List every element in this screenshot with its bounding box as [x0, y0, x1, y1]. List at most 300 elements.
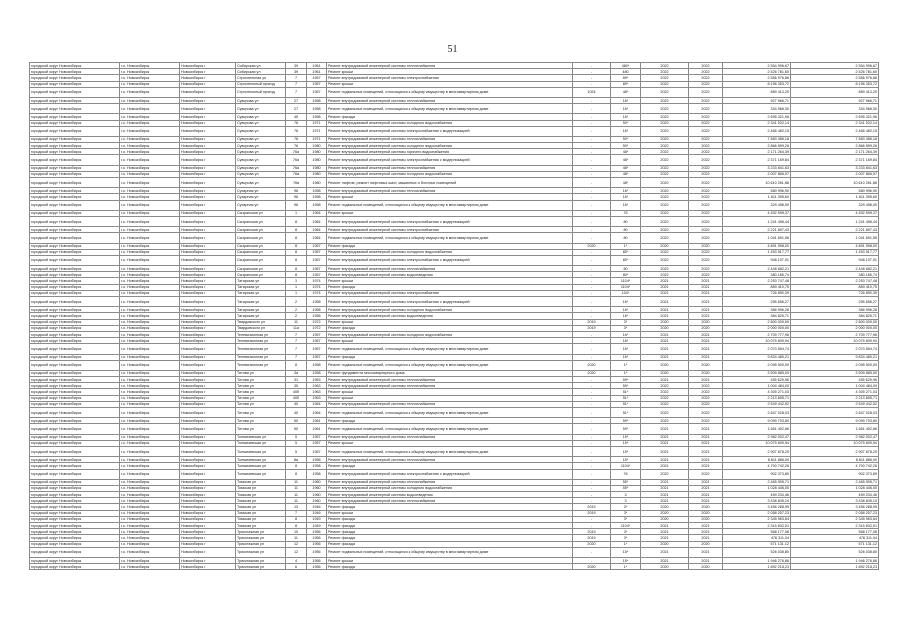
- cell-house: 96: [286, 194, 307, 200]
- cell-locality: г.о. Новосибирск: [120, 434, 180, 440]
- cell-year: 1958: [307, 194, 327, 200]
- cell-area: -: [573, 278, 611, 284]
- cell-costA: 4 700 742,26: [723, 463, 791, 469]
- cell-street: Строительный проезд: [236, 87, 286, 97]
- cell-locality: г.о. Новосибирск: [120, 516, 180, 522]
- cell-planA: 51*: [611, 408, 641, 418]
- cell-costB: 9 099 703,80: [791, 418, 879, 424]
- cell-costA: 2 982 002,47: [723, 434, 791, 440]
- cell-district: городской округ Новосибирск: [30, 319, 120, 325]
- cell-planA: 1104*: [611, 284, 641, 290]
- cell-planB: 2022: [641, 216, 689, 226]
- cell-planB: 2020: [641, 243, 689, 249]
- cell-district: городской округ Новосибирск: [30, 395, 120, 401]
- cell-district: городской округ Новосибирск: [30, 325, 120, 331]
- cell-house: 31: [286, 377, 307, 383]
- cell-costA: 3 456 288,95: [723, 504, 791, 510]
- cell-year: 1964: [307, 216, 327, 226]
- cell-costB: 1 241 496,44: [791, 216, 879, 226]
- cell-district: городской округ Новосибирск: [30, 523, 120, 529]
- cell-planA: 76: [611, 210, 641, 216]
- cell-planA: 50*: [611, 143, 641, 149]
- cell-street: Сызранская ул: [236, 216, 286, 226]
- cell-area: -: [573, 395, 611, 401]
- cell-street: Титова ул: [236, 395, 286, 401]
- cell-costA: 10 610 261,88: [723, 178, 791, 188]
- cell-planB: 2020: [641, 516, 689, 522]
- cell-costB: 2 371 169,84: [791, 155, 879, 165]
- cell-street: Томская ул: [236, 492, 286, 498]
- cell-district: городской округ Новосибирск: [30, 541, 120, 547]
- cell-city: Новосибирск г: [180, 535, 236, 541]
- cell-street: Сызранская ул: [236, 255, 286, 265]
- cell-yr: 2021: [689, 498, 723, 504]
- cell-work: Ремонт крыши: [327, 510, 573, 516]
- cell-costA: 726 890,39: [723, 290, 791, 296]
- cell-year: 1964: [307, 408, 327, 418]
- cell-locality: г.о. Новосибирск: [120, 331, 180, 337]
- cell-house: 40б: [286, 389, 307, 395]
- cell-yr: 2021: [689, 492, 723, 498]
- cell-planA: 48*: [611, 87, 641, 97]
- cell-street: Телевизионная ул: [236, 338, 286, 344]
- cell-yr: 2022: [689, 104, 723, 114]
- cell-costB: 580 996,90: [791, 188, 879, 194]
- cell-house: 5: [286, 446, 307, 456]
- cell-city: Новосибирск г: [180, 434, 236, 440]
- cell-work: Ремонт подвальных помещений, относящихся к общему имуществу в многоквартирном доме: [327, 233, 573, 243]
- cell-district: городской округ Новосибирск: [30, 136, 120, 142]
- cell-planB: 2021: [641, 498, 689, 504]
- cell-planA: 15*: [611, 557, 641, 563]
- cell-locality: г.о. Новосибирск: [120, 469, 180, 479]
- cell-district: городской округ Новосибирск: [30, 547, 120, 557]
- cell-area: -: [573, 126, 611, 136]
- cell-yr: 2022: [689, 194, 723, 200]
- cell-work: Ремонт внутридомовой инженерной системы электроснабжения с модернизацией: [327, 469, 573, 479]
- cell-locality: г.о. Новосибирск: [120, 395, 180, 401]
- cell-house: 76а: [286, 155, 307, 165]
- cell-costB: 902 373,89: [791, 469, 879, 479]
- cell-costA: 1 453 517,77: [723, 249, 791, 255]
- cell-street: Титова ул: [236, 383, 286, 389]
- cell-street: Сызранская ул: [236, 210, 286, 216]
- cell-district: городской округ Новосибирск: [30, 63, 120, 69]
- cell-planB: 2022: [641, 389, 689, 395]
- cell-costA: 2 556 976,86: [723, 75, 791, 81]
- cell-house: 8: [286, 360, 307, 370]
- cell-costA: 580 996,90: [723, 188, 791, 194]
- cell-year: 1958: [307, 188, 327, 194]
- cell-planB: 2022: [641, 272, 689, 278]
- cell-district: городской округ Новосибирск: [30, 389, 120, 395]
- cell-planA: 16*: [611, 126, 641, 136]
- cell-yr: 2022: [689, 165, 723, 171]
- cell-planB: 2021: [641, 446, 689, 456]
- cell-year: 1980: [307, 155, 327, 165]
- cell-district: городской округ Новосибирск: [30, 284, 120, 290]
- cell-yr: 2021: [689, 354, 723, 360]
- cell-yr: 2022: [689, 266, 723, 272]
- cell-locality: г.о. Новосибирск: [120, 360, 180, 370]
- cell-work: Ремонт внутридомовой инженерной системы холодного водоснабжения: [327, 171, 573, 177]
- cell-district: городской округ Новосибирск: [30, 418, 120, 424]
- cell-costB: 8 811 886,00: [791, 457, 879, 463]
- cell-work: Ремонт внутридомовой инженерной системы холодного водоснабжения: [327, 485, 573, 491]
- table-row: [30, 104, 879, 114]
- cell-work: Ремонт внутридомовой инженерной системы водоотведения: [327, 492, 573, 498]
- cell-planA: 89*: [611, 81, 641, 87]
- cell-planB: 2021: [641, 463, 689, 469]
- cell-planB: 2022: [641, 401, 689, 407]
- cell-planB: 2022: [641, 395, 689, 401]
- cell-work: Ремонт фасада: [327, 114, 573, 120]
- cell-planA: 51*: [611, 389, 641, 395]
- cell-locality: г.о. Новосибирск: [120, 143, 180, 149]
- cell-year: 1956: [307, 529, 327, 535]
- cell-costB: 1 453 517,77: [791, 249, 879, 255]
- cell-year: 1980: [307, 178, 327, 188]
- cell-work: Ремонт внутридомовой инженерной системы электроснабжения: [327, 290, 573, 296]
- cell-house: 1: [286, 290, 307, 296]
- cell-planB: 2022: [641, 383, 689, 389]
- cell-yr: 2022: [689, 120, 723, 126]
- cell-street: Суворова ул: [236, 171, 286, 177]
- cell-work: Ремонт внутридомовой инженерной системы электроснабжения: [327, 75, 573, 81]
- cell-costB: 478 311,04: [791, 535, 879, 541]
- cell-work: Ремонт внутридомовой инженерной системы электроснабжения с модернизацией: [327, 155, 573, 165]
- cell-locality: г.о. Новосибирск: [120, 233, 180, 243]
- cell-work: Ремонт внутридомовой инженерной системы электроснабжения с модернизацией: [327, 126, 573, 136]
- cell-house: 7: [286, 354, 307, 360]
- cell-year: 1957: [307, 87, 327, 97]
- cell-street: Суворова ул: [236, 104, 286, 114]
- cell-planA: 51*: [611, 395, 641, 401]
- cell-district: городской округ Новосибирск: [30, 510, 120, 516]
- cell-planA: 89*: [611, 75, 641, 81]
- cell-street: Сибирская ул: [236, 63, 286, 69]
- cell-area: 2019: [573, 529, 611, 535]
- cell-costB: 2 315 832,51: [791, 523, 879, 529]
- cell-yr: 2021: [689, 290, 723, 296]
- cell-house: 8: [286, 463, 307, 469]
- cell-house: 8: [286, 272, 307, 278]
- cell-year: 1946: [307, 510, 327, 516]
- cell-house: 39: [286, 63, 307, 69]
- cell-costA: 384 825,71: [723, 313, 791, 319]
- cell-costA: 2 554 996,67: [723, 63, 791, 69]
- cell-city: Новосибирск г: [180, 510, 236, 516]
- cell-house: 7: [286, 87, 307, 97]
- cell-costA: 571 131,12: [723, 541, 791, 547]
- cell-year: 1957: [307, 446, 327, 456]
- cell-locality: г.о. Новосибирск: [120, 243, 180, 249]
- cell-costB: 8 196 353,72: [791, 81, 879, 87]
- cell-costB: 2 982 002,47: [791, 434, 879, 440]
- cell-street: Титова ул: [236, 424, 286, 434]
- cell-district: городской округ Новосибирск: [30, 165, 120, 171]
- cell-area: -: [573, 354, 611, 360]
- cell-planA: 80*: [611, 272, 641, 278]
- cell-year: 1957: [307, 338, 327, 344]
- cell-costB: 2 554 996,67: [791, 63, 879, 69]
- cell-planB: 2020: [641, 360, 689, 370]
- cell-house: 96: [286, 188, 307, 194]
- cell-locality: г.о. Новосибирск: [120, 424, 180, 434]
- cell-city: Новосибирск г: [180, 63, 236, 69]
- cell-planB: 2021: [641, 344, 689, 354]
- cell-planB: 2021: [641, 492, 689, 498]
- cell-area: -: [573, 383, 611, 389]
- cell-year: 1974: [307, 284, 327, 290]
- cell-costB: 380 165,74: [791, 272, 879, 278]
- cell-locality: г.о. Новосибирск: [120, 383, 180, 389]
- cell-district: городской округ Новосибирск: [30, 233, 120, 243]
- cell-street: Толмачевская ул: [236, 457, 286, 463]
- table-row: [30, 126, 879, 136]
- cell-locality: г.о. Новосибирск: [120, 266, 180, 272]
- cell-costB: 2 007 866,97: [791, 171, 879, 177]
- cell-year: 1960: [307, 479, 327, 485]
- cell-city: Новосибирск г: [180, 446, 236, 456]
- cell-house: 11: [286, 535, 307, 541]
- cell-costA: 4 452 595,37: [723, 210, 791, 216]
- cell-street: Телевизионная ул: [236, 354, 286, 360]
- cell-year: 1971: [307, 136, 327, 142]
- cell-district: городской округ Новосибирск: [30, 149, 120, 155]
- cell-area: -: [573, 155, 611, 165]
- cell-locality: г.о. Новосибирск: [120, 389, 180, 395]
- cell-house: 5: [286, 434, 307, 440]
- cell-area: 2019: [573, 325, 611, 331]
- cell-city: Новосибирск г: [180, 149, 236, 155]
- cell-district: городской округ Новосибирск: [30, 485, 120, 491]
- cell-street: Томская ул: [236, 516, 286, 522]
- cell-planB: 2021: [641, 297, 689, 307]
- cell-area: -: [573, 469, 611, 479]
- cell-year: 1960: [307, 485, 327, 491]
- cell-work: Ремонт подвальных помещений, относящихся к общему имуществу в многоквартирном доме: [327, 344, 573, 354]
- cell-city: Новосибирск г: [180, 97, 236, 103]
- cell-city: Новосибирск г: [180, 370, 236, 376]
- cell-work: Ремонт внутридомовой инженерной системы электроснабжения с модернизацией: [327, 216, 573, 226]
- cell-costB: 2 345 963,64: [791, 516, 879, 522]
- cell-house: 11: [286, 479, 307, 485]
- cell-yr: 2020: [689, 360, 723, 370]
- cell-costB: 2 695 321,96: [791, 114, 879, 120]
- cell-street: Трикотажная ул: [236, 547, 286, 557]
- cell-city: Новосибирск г: [180, 529, 236, 535]
- cell-house: 96: [286, 200, 307, 210]
- cell-city: Новосибирск г: [180, 516, 236, 522]
- cell-district: городской округ Новосибирск: [30, 492, 120, 498]
- cell-costA: 455 625,96: [723, 377, 791, 383]
- cell-area: 2020: [573, 564, 611, 570]
- cell-area: -: [573, 418, 611, 424]
- cell-planA: 48*: [611, 178, 641, 188]
- cell-area: 1024: [573, 87, 611, 97]
- cell-yr: 2020: [689, 370, 723, 376]
- cell-yr: 2020: [689, 325, 723, 331]
- cell-district: городской округ Новосибирск: [30, 307, 120, 313]
- cell-city: Новосибирск г: [180, 272, 236, 278]
- cell-costB: 3 509 885,00: [791, 370, 879, 376]
- cell-costA: 2 549 442,52: [723, 401, 791, 407]
- cell-street: Трикотажная ул: [236, 529, 286, 535]
- cell-area: -: [573, 194, 611, 200]
- cell-street: Суворова ул: [236, 114, 286, 120]
- cell-house: 2: [286, 297, 307, 307]
- cell-house: 2: [286, 313, 307, 319]
- cell-planA: 104*: [611, 290, 641, 296]
- cell-city: Новосибирск г: [180, 81, 236, 87]
- cell-planA: 16*: [611, 194, 641, 200]
- cell-city: Новосибирск г: [180, 463, 236, 469]
- cell-planA: 48*: [611, 165, 641, 171]
- cell-year: 1972: [307, 319, 327, 325]
- cell-area: -: [573, 440, 611, 446]
- cell-year: 1958: [307, 97, 327, 103]
- cell-city: Новосибирск г: [180, 255, 236, 265]
- cell-costA: 568 177,08: [723, 529, 791, 535]
- cell-planA: 3*: [611, 504, 641, 510]
- cell-costA: 2 315 832,51: [723, 523, 791, 529]
- cell-city: Новосибирск г: [180, 69, 236, 75]
- cell-house: 50: [286, 418, 307, 424]
- cell-planA: 16*: [611, 354, 641, 360]
- cell-work: Ремонт внутридомовой инженерной системы электроснабжения с модернизацией: [327, 255, 573, 265]
- cell-yr: 2022: [689, 97, 723, 103]
- cell-planA: 3*: [611, 516, 641, 522]
- cell-area: -: [573, 136, 611, 142]
- cell-locality: г.о. Новосибирск: [120, 290, 180, 296]
- cell-area: -: [573, 307, 611, 313]
- cell-planB: 2022: [641, 178, 689, 188]
- cell-costA: 255 658,27: [723, 297, 791, 307]
- cell-yr: 2022: [689, 233, 723, 243]
- cell-city: Новосибирск г: [180, 313, 236, 319]
- cell-year: 1946: [307, 504, 327, 510]
- cell-yr: 2021: [689, 557, 723, 563]
- cell-costB: 329 458,00: [791, 200, 879, 210]
- cell-district: городской округ Новосибирск: [30, 143, 120, 149]
- cell-street: Титова ул: [236, 370, 286, 376]
- cell-city: Новосибирск г: [180, 266, 236, 272]
- cell-area: -: [573, 408, 611, 418]
- cell-work: Ремонт фасада: [327, 535, 573, 541]
- cell-yr: 2021: [689, 313, 723, 319]
- cell-street: Суворова ул: [236, 178, 286, 188]
- cell-work: Ремонт подвальных помещений, относящихся к общему имуществу в многоквартирном доме: [327, 104, 573, 114]
- cell-city: Новосибирск г: [180, 307, 236, 313]
- cell-locality: г.о. Новосибирск: [120, 370, 180, 376]
- cell-costA: 2 095 500,00: [723, 360, 791, 370]
- cell-street: Томская ул: [236, 498, 286, 504]
- cell-costA: 478 311,04: [723, 535, 791, 541]
- cell-street: Строительная ул: [236, 75, 286, 81]
- cell-city: Новосибирск г: [180, 547, 236, 557]
- cell-year: 1971: [307, 120, 327, 126]
- cell-work: Ремонт внутридомовой инженерной системы теплоснабжения: [327, 266, 573, 272]
- cell-costB: 726 890,39: [791, 290, 879, 296]
- cell-district: городской округ Новосибирск: [30, 434, 120, 440]
- cell-yr: 2022: [689, 408, 723, 418]
- cell-planB: 2022: [641, 155, 689, 165]
- cell-planB: 2022: [641, 81, 689, 87]
- cell-house: 1: [286, 284, 307, 290]
- table-row: [30, 469, 879, 479]
- table-row: [30, 155, 879, 165]
- cell-work: Ремонт внутридомовой инженерной системы теплоснабжения: [327, 457, 573, 463]
- cell-district: городской округ Новосибирск: [30, 383, 120, 389]
- cell-city: Новосибирск г: [180, 344, 236, 354]
- cell-locality: г.о. Новосибирск: [120, 401, 180, 407]
- cell-locality: г.о. Новосибирск: [120, 69, 180, 75]
- cell-planA: 3: [611, 492, 641, 498]
- cell-costA: 9 099 703,80: [723, 418, 791, 424]
- cell-city: Новосибирск г: [180, 75, 236, 81]
- cell-year: 1958: [307, 370, 327, 376]
- cell-work: Ремонт внутридомовой инженерной системы холодного водоснабжения: [327, 249, 573, 255]
- cell-year: 1957: [307, 243, 327, 249]
- cell-street: Сызранская ул: [236, 249, 286, 255]
- cell-planB: 2022: [641, 104, 689, 114]
- cell-area: -: [573, 227, 611, 233]
- cell-house: 76: [286, 126, 307, 136]
- cell-yr: 2022: [689, 216, 723, 226]
- cell-year: 1974: [307, 278, 327, 284]
- cell-planA: 3*: [611, 529, 641, 535]
- cell-area: -: [573, 446, 611, 456]
- cell-area: -: [573, 424, 611, 434]
- cell-district: городской округ Новосибирск: [30, 338, 120, 344]
- cell-district: городской округ Новосибирск: [30, 440, 120, 446]
- cell-planB: 2021: [641, 535, 689, 541]
- cell-costB: 869 410,75: [791, 284, 879, 290]
- cell-costB: 2 000 000,00: [791, 325, 879, 331]
- cell-city: Новосибирск г: [180, 504, 236, 510]
- cell-planB: 2020: [641, 510, 689, 516]
- cell-city: Новосибирск г: [180, 469, 236, 479]
- cell-work: Ремонт внутридомовой инженерной системы теплоснабжения: [327, 498, 573, 504]
- cell-locality: г.о. Новосибирск: [120, 171, 180, 177]
- cell-yr: 2021: [689, 344, 723, 354]
- cell-planA: 59*: [611, 377, 641, 383]
- cell-year: 1964: [307, 401, 327, 407]
- cell-district: городской округ Новосибирск: [30, 278, 120, 284]
- cell-yr: 2022: [689, 210, 723, 216]
- cell-year: 1961: [307, 63, 327, 69]
- cell-house: 12: [286, 547, 307, 557]
- cell-street: Титова ул: [236, 401, 286, 407]
- cell-district: городской округ Новосибирск: [30, 297, 120, 307]
- cell-year: 1949: [307, 516, 327, 522]
- cell-area: -: [573, 338, 611, 344]
- cell-year: 1957: [307, 81, 327, 87]
- table-row: [30, 200, 879, 210]
- cell-costB: 526 038,80: [791, 547, 879, 557]
- cell-house: 8: [286, 249, 307, 255]
- cell-work: Ремонт крыши: [327, 194, 573, 200]
- cell-area: -: [573, 457, 611, 463]
- cell-planA: 16*: [611, 307, 641, 313]
- cell-yr: 2022: [689, 87, 723, 97]
- cell-city: Новосибирск г: [180, 171, 236, 177]
- cell-city: Новосибирск г: [180, 354, 236, 360]
- cell-locality: г.о. Новосибирск: [120, 408, 180, 418]
- cell-year: 1964: [307, 233, 327, 243]
- cell-area: -: [573, 331, 611, 337]
